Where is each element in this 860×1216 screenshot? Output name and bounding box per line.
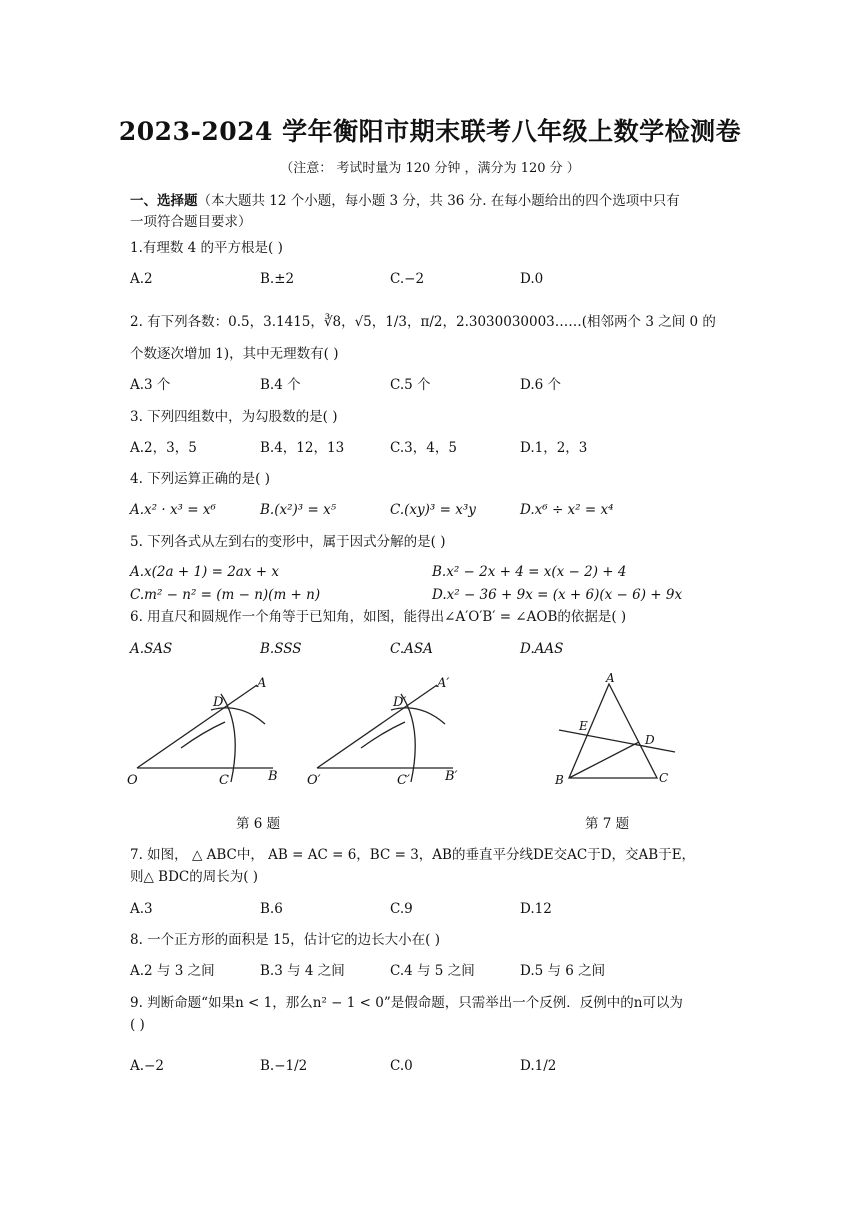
- label-d-prime: D′: [393, 695, 407, 710]
- q2-option-c: C.5 个: [390, 377, 431, 393]
- q8-option-b: B.3 与 4 之间: [260, 963, 345, 979]
- q6-option-d: D.AAS: [520, 641, 564, 657]
- q3-option-b: B.4，12，13: [260, 440, 345, 456]
- label-c-prime: C′: [397, 773, 410, 788]
- ray-oa-prime: [317, 685, 437, 768]
- q3-option-c: C.3，4，5: [390, 440, 457, 456]
- q5-option-c: C.m² − n² = (m − n)(m + n): [130, 587, 321, 603]
- q4-option-c: C.(xy)³ = x³y: [390, 502, 476, 518]
- label-a: A: [257, 676, 267, 691]
- arc-small-prime: [361, 722, 405, 748]
- figure-6-angle-aob: [125, 672, 285, 792]
- figure-6-caption: 第 6 题: [236, 816, 281, 832]
- section-heading: 一、选择题: [130, 193, 198, 209]
- label-b: B: [555, 773, 564, 787]
- q3-option-d: D.1，2，3: [520, 440, 588, 456]
- arc-cross: [211, 708, 265, 724]
- q4-option-d: D.x⁶ ÷ x² = x⁴: [520, 502, 614, 518]
- q7-option-c: C.9: [390, 901, 413, 917]
- q3-option-a: A.2，3，5: [130, 440, 197, 456]
- label-b: B: [268, 769, 278, 784]
- q7-option-b: B.6: [260, 901, 283, 917]
- q9-option-c: C.0: [390, 1058, 413, 1074]
- q8-option-a: A.2 与 3 之间: [130, 963, 215, 979]
- label-a: A: [606, 672, 615, 685]
- arc-cross-prime: [391, 708, 445, 724]
- q9-stem-2: ( ): [130, 1017, 145, 1033]
- q3-stem: 3. 下列四组数中，为勾股数的是( ): [130, 409, 338, 425]
- q6-option-c: C.ASA: [390, 641, 433, 657]
- q7-stem: 7. 如图， △ ABC中， AB = AC = 6，BC = 3，AB的垂直平分线DE交AC于D，交AB于E，: [130, 847, 696, 863]
- q9-stem: 9. 判断命题“如果n < 1，那么n² − 1 < 0”是假命题，只需举出一个反例．反例中的n可以为: [130, 995, 683, 1011]
- label-o-prime: O′: [307, 773, 321, 788]
- label-o: O: [127, 773, 138, 788]
- section-line-1: [130, 192, 680, 210]
- perpendicular-bisector-de: [559, 730, 675, 752]
- q4-option-a: A.x² · x³ = x⁶: [130, 502, 216, 518]
- q9-option-a: A.−2: [130, 1058, 164, 1074]
- q7-option-a: A.3: [130, 901, 153, 917]
- q8-option-d: D.5 与 6 之间: [520, 963, 606, 979]
- q2-stem: 2. 有下列各数：0.5，3.1415，∛8，√5，1/3，π/2，2.3030030003……(相邻两个 3 之间 0 的: [130, 314, 716, 330]
- q7-option-d: D.12: [520, 901, 552, 917]
- q5-option-a: A.x(2a + 1) = 2ax + x: [130, 564, 279, 580]
- q6-option-b: B.SSS: [260, 641, 302, 657]
- segment-bd: [569, 742, 639, 778]
- label-d: D: [645, 733, 655, 747]
- q6-option-a: A.SAS: [130, 641, 173, 657]
- section-desc-2: 一项符合题目要求）: [130, 214, 252, 230]
- q4-stem: 4. 下列运算正确的是( ): [130, 471, 270, 487]
- q5-option-b: B.x² − 2x + 4 = x(x − 2) + 4: [432, 564, 627, 580]
- section-desc-1: （本大题共 12 个小题，每小题 3 分，共 36 分. 在每小题给出的四个选项中只有: [197, 193, 680, 209]
- label-a-prime: A′: [437, 676, 450, 691]
- figure-7-caption: 第 7 题: [585, 816, 630, 832]
- q5-stem: 5. 下列各式从左到右的变形中，属于因式分解的是( ): [130, 534, 446, 550]
- q1-option-c: C.−2: [390, 271, 425, 287]
- q2-option-a: A.3 个: [130, 377, 171, 393]
- q9-option-b: B.−1/2: [260, 1058, 308, 1074]
- page-title: 2023-2024 学年衡阳市期末联考八年级上数学检测卷: [118, 117, 742, 146]
- q2-stem-2: 个数逐次增加 1)，其中无理数有( ): [130, 346, 339, 362]
- q4-option-b: B.(x²)³ = x⁵: [260, 502, 337, 518]
- q1-option-b: B.±2: [260, 271, 295, 287]
- figure-7-triangle-abc: [545, 672, 685, 792]
- figure-6-angle-aob-prime: [305, 672, 475, 792]
- q1-option-d: D.0: [520, 271, 544, 287]
- q1-stem: 1.有理数 4 的平方根是( ): [130, 240, 283, 256]
- q7-stem-2: 则△ BDC的周长为( ): [130, 869, 259, 885]
- arc-small: [181, 722, 225, 748]
- q5-option-d: D.x² − 36 + 9x = (x + 6)(x − 6) + 9x: [432, 587, 683, 603]
- q9-option-d: D.1/2: [520, 1058, 557, 1074]
- q2-option-b: B.4 个: [260, 377, 301, 393]
- ray-oa: [137, 685, 257, 768]
- q1-option-a: A.2: [130, 271, 153, 287]
- q2-option-d: D.6 个: [520, 377, 562, 393]
- q6-stem: 6. 用直尺和圆规作一个角等于已知角，如图，能得出∠A′O′B′ = ∠AOB的依据是( ): [130, 609, 627, 625]
- q8-option-c: C.4 与 5 之间: [390, 963, 475, 979]
- exam-note: （注意： 考试时量为 120 分钟 ，满分为 120 分 ）: [280, 161, 580, 176]
- label-c: C: [659, 771, 669, 785]
- label-b-prime: B′: [445, 769, 458, 784]
- label-e: E: [579, 719, 588, 733]
- label-c: C: [219, 773, 229, 788]
- q8-stem: 8. 一个正方形的面积是 15，估计它的边长大小在( ): [130, 932, 440, 948]
- label-d: D: [213, 695, 224, 710]
